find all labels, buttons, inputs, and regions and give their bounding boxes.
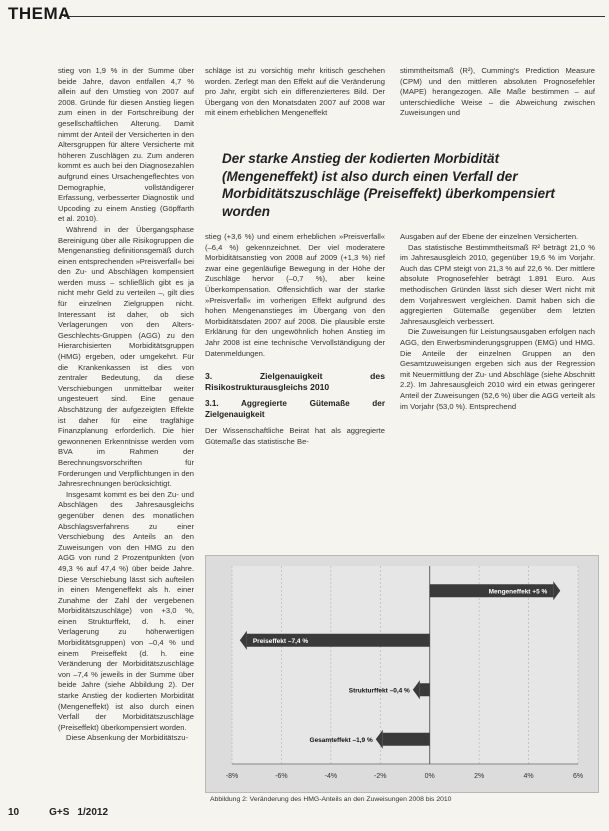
- journal-name: G+S: [49, 807, 70, 818]
- figure-caption: Abbildung 2: Veränderung des HMG-Anteils an den Zuweisungen 2008 bis 2010: [210, 796, 452, 803]
- bar-gesamteffekt: [383, 733, 430, 746]
- section-title: THEMA: [8, 4, 71, 23]
- x-tick-label: 4%: [523, 773, 534, 780]
- col2-paragraph-bottom: stieg (+3,6 %) und einem erheblichen »Preisverfall« (–6,4 %) gekennzeichnet. Der viel moderatere Morbiditätsanstieg von 2008 auf 2009 (+1,3 %) rief zwar eine gegenläufige Bewegung in der Höhe der Zuschläge hervor (–0,7 %), aber keine Überkompensation. Offensichtlich war der starke »Preisverfall« im vorherigen Effekt aufgrund des hohen Mengenanstieges im Übergang von den Morbiditätsdaten 2007 auf 2008. Die plausible erste Erklärung für den ungewöhnlich hohen Anstieg im Jahr 2008 ist eine technische Vervollständigung der Datenmeldungen.: [205, 232, 385, 358]
- x-tick-label: 6%: [572, 773, 584, 780]
- col1-paragraph-4: Diese Absenkung der Morbiditätszu-: [66, 733, 188, 743]
- column-3-bottom: [400, 232, 595, 412]
- bar-chart: [206, 556, 598, 792]
- col3-paragraph-top: stimmtheitsmaß (R²), Cumming's Prediction Measure (CPM) und den mittleren absoluten Prognosefehler (MAPE) herangezogen. Alle Maße bestimmen – auf unterschiedliche Weise – die Abweichung zwischen Zuweisungen und: [400, 66, 595, 118]
- column-2-top: [205, 66, 385, 119]
- x-tick-label: 0%: [424, 773, 435, 780]
- x-tick-label: -4%: [324, 773, 338, 780]
- bar-label: Preiseffekt –7,4 %: [252, 637, 309, 645]
- issue-number: 1/2012: [77, 807, 109, 818]
- section-heading-3: 3. Zielgenauigkeit des Risikostrukturausgleichs 2010: [205, 371, 385, 393]
- col3-paragraph-2: Das statistische Bestimmtheitsmaß R² beträgt 21,0 % im Jahresausgleich 2010, gegenüber 19,6 % im Vorjahr. Auch das CPM steigt von 21,3 % auf 22,6 %. Der mittlere absolute Prognosefehler beträgt 1.891 Euro. Aus methodischen Gründen lässt sich dieser Wert nicht mit dem Vorjahreswert vergleichen. Damit haben sich die aggregierten Gütemaße gegenüber dem letzten Jahresausgleich verbessert.: [400, 242, 595, 326]
- col3-paragraph-3: Die Zuweisungen für Leistungsausgaben erfolgen nach AGG, den Erwerbsminderungsgruppen (EMG) und HMG. Die Anteile der einzelnen Gruppen an den Gesamtzuweisungen ergeben sich aus der Regression mit Neuermittlung der Zu- und Abschläge (siehe Abschnitt 2.2). Im Jahresausgleich 2010 wird ein etwas geringerer Anteil der Zuweisungen (52,6 %) über die AGG verteilt als im Vorjahr (53,0 %). Entsprechend: [400, 327, 595, 411]
- col1-paragraph-2: Während in der Übergangsphase Bereinigung über alle Risikogruppen die Mengenanstieg definitionsgemäß durch einen entsprechenden »Preisverfall« bei den Zu- und Abschlägen kompensiert werden muss – schließlich gibt es ja nicht mehr Geld zu verteilen –, gilt dies für einzelnen Zielgruppen nicht. Interessant ist daher, ob sich Verlagerungen von den Alters-Geschlechts-Gruppen (AGG) zu den Hierarchisierten Morbiditätsgruppen (HMG) ergeben, oder umgekehrt. Für die Krankenkassen ist dies von zentraler Bedeutung, da diese Verschiebungen unmittelbar weiter ungesteuert sind. Eine genaue Abschätzung der aufgezeigten Effekte ist daher für eine tragfähige Finanzplanung erforderlich. Die hier gewonnenen Erkenntnisse werden vom BVA im Rahmen der Berechnungsvorschriften für Forderungen und Verpflichtungen in den Jahresrechnungen berücksichtigt.: [58, 224, 194, 489]
- bar-label: Strukturffekt –0,4 %: [348, 687, 410, 695]
- column-3-top: [400, 66, 595, 119]
- col3-paragraph-1: Ausgaben auf der Ebene der einzelnen Versicherten.: [400, 232, 579, 241]
- col2-paragraph-top: schläge ist zu vorsichtig mehr kritisch geschehen worden. Zerlegt man den Effekt auf die Veränderung pro Jahr, ergibt sich ein differenzierteres Bild. Der Übergang von den Monatsdaten 2007 auf 2008 war mit einem erheblichen Mengeneffekt: [205, 66, 385, 118]
- x-tick-label: -8%: [225, 773, 239, 780]
- x-tick-label: -2%: [374, 773, 387, 780]
- bar-strukturffekt: [420, 683, 430, 696]
- column-2-bottom: [205, 232, 385, 447]
- x-tick-label: -6%: [275, 773, 288, 780]
- bar-label: Mengeneffekt +5 %: [488, 588, 548, 596]
- subsection-heading-3-1: 3.1. Aggregierte Gütemaße der Zielgenauigkeit: [205, 399, 385, 419]
- chart-figure: [205, 555, 599, 793]
- bar-label: Gesamteffekt –1,9 %: [309, 736, 373, 744]
- col1-paragraph-1: stieg von 1,9 % in der Summe über beide Jahre, davon entfallen 4,7 % allein auf den Umstieg von 2007 auf 2008. Gründe für diesen Anstieg liegen zum einen in der Fortschreibung der gesellschaftlichen Alterung. Damit nimmt der Anteil der Versicherten in den Altersgruppen für ältere Versicherte mit höheren Zuschlägen zu. Zum anderen kommt es auch bei den Diagnosezahlen aufgrund eines Ursachengeflechtes von Demographie, vollständigerer Erfassung, verbesserter Diagnostik und Upcoding zu einem Anstieg (Göpffarth et al. 2010).: [58, 66, 194, 224]
- pull-quote: Der starke Anstieg der kodierten Morbidität (Mengeneffekt) ist also durch einen Verfall der Morbiditätszuschläge (Preiseffekt) überkompensiert worden: [222, 151, 555, 219]
- col2-paragraph-after-heading: Der Wissenschaftliche Beirat hat als aggregierte Gütemaße das statistische Be-: [205, 426, 385, 446]
- column-1: [58, 66, 194, 744]
- x-tick-label: 2%: [474, 773, 485, 780]
- col1-paragraph-3: Insgesamt kommt es bei den Zu- und Abschlägen des Jahresausgleichs gegenüber denen des monatlichen Abschlagsverfahrens zu einer Verschiebung des Anteils an den Zuweisungen von den HMG zu den AGG von rund 2 Prozentpunkten (von 49,3 % auf 47,4 %) über beide Jahre. Diese Verschiebung lässt sich aufteilen in einen Mengeneffekt als h. einer Zunahme der Zahl der vergebenen Morbiditätszuschläge) von +3,0 %, einen Strukturffekt, d. h. einer Verlagerung zu höherwertigen Morbiditätsgruppen) von –0,4 % und einem Preiseffekt (d. h. eine Veränderung der Morbiditätszuschläge von –7,4 % jeweils in der Summe über beide Jahre (siehe Abbildung 2). Der starke Anstieg der kodierten Morbidität (Mengeneffekt) ist also durch einen Verfall der Morbiditätszuschläge (Preiseffekt) überkompensiert worden.: [58, 489, 194, 732]
- page-number: 10: [8, 807, 20, 818]
- header-rule: [64, 16, 605, 17]
- page-footer: [8, 807, 108, 818]
